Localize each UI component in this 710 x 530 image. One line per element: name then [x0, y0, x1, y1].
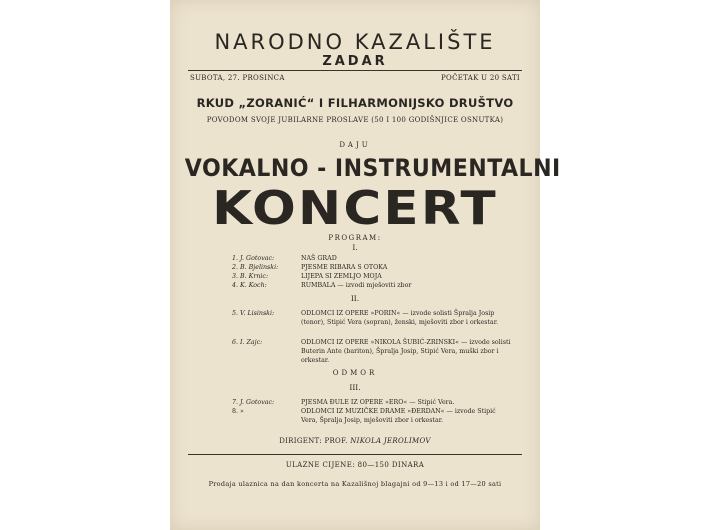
conductor-label: DIRIGENT: PROF.	[279, 437, 348, 445]
composer: 2. B. Bjelinski:	[232, 264, 279, 271]
work-title: PJESME RIBARA S OTOKA	[301, 264, 388, 271]
part-numeral: I.	[352, 243, 358, 252]
conductor-line	[170, 437, 540, 445]
theatre-title: NARODNO KAZALIŠTE	[214, 30, 496, 54]
occasion: POVODOM SVOJE JUBILARNE PROSLAVE (50 I 100 GODIŠNJICE OSNUTKA)	[206, 116, 504, 124]
work-title: ODLOMCI IZ OPERE »NIKOLA ŠUBIĆ-ZRINSKI« — izvode solisti Buterin Ante (bariton), Špralja Josip, Stipić Vera, muški zbor i orkestar.	[301, 339, 511, 364]
program-part-2	[170, 309, 540, 369]
presents-label: DAJU	[339, 141, 371, 149]
conductor-name: NIKOLA JEROLIMOV	[350, 437, 431, 445]
program-part-3	[170, 398, 540, 438]
organizers: RKUD „ZORANIĆ“ I FILHARMONIJSKO DRUŠTVO	[196, 96, 514, 110]
concert-poster	[170, 0, 561, 530]
ticket-sales-info: Prodaja ulaznica na dan koncerta na Kazališnoj blagajni od 9—13 i od 17—20 sati	[208, 480, 502, 488]
event-date: SUBOTA, 27. PROSINCA	[190, 74, 285, 82]
city-title: ZADAR	[322, 54, 388, 69]
work-title: ODLOMCI IZ OPERE »PORIN« — izvode solisti Špralja Josip (tenor), Stipić Vera (sopran), ženski, mješoviti zbor i orkestar.	[301, 310, 499, 326]
ticket-prices: ULAZNE CIJENE: 80—150 DINARA	[285, 461, 425, 469]
program-label: PROGRAM:	[328, 234, 382, 242]
composer: 1. J. Gotovac:	[232, 255, 275, 262]
intermission: ODMOR	[332, 369, 378, 377]
part-numeral: II.	[350, 294, 360, 303]
work-title: LIJEPA SI ZEMLJO MOJA	[301, 273, 382, 280]
concert-subtitle: VOKALNO - INSTRUMENTALNI	[184, 154, 561, 182]
footer-rule	[188, 454, 522, 455]
program-part-1	[170, 254, 540, 294]
start-time: POČETAK U 20 SATI	[441, 74, 520, 82]
work-title: NAŠ GRAD	[301, 255, 337, 262]
header-rule	[188, 70, 522, 71]
work-title: ODLOMCI IZ MUZIČKE DRAME »ĐERDAN« — izvode Stipić Vera, Špralja Josip, mješoviti zbor i orkestar.	[301, 408, 496, 424]
part-numeral: III.	[349, 383, 361, 392]
composer: 6. I. Zajc:	[232, 339, 263, 346]
composer: 7. J. Gotovac:	[232, 399, 275, 406]
composer: 3. B. Krnic:	[232, 273, 269, 280]
work-title: PJESMA ĐULE IZ OPERE »ERO« — Stipić Vera.	[301, 399, 455, 406]
concert-title: KONCERT	[212, 181, 498, 235]
work-title: RUMBALA — izvodi mješoviti zbor	[301, 282, 412, 289]
composer: 4. K. Koch:	[232, 282, 267, 289]
composer: 5. V. Lisinski:	[232, 310, 275, 317]
composer: 8. »	[232, 408, 244, 415]
